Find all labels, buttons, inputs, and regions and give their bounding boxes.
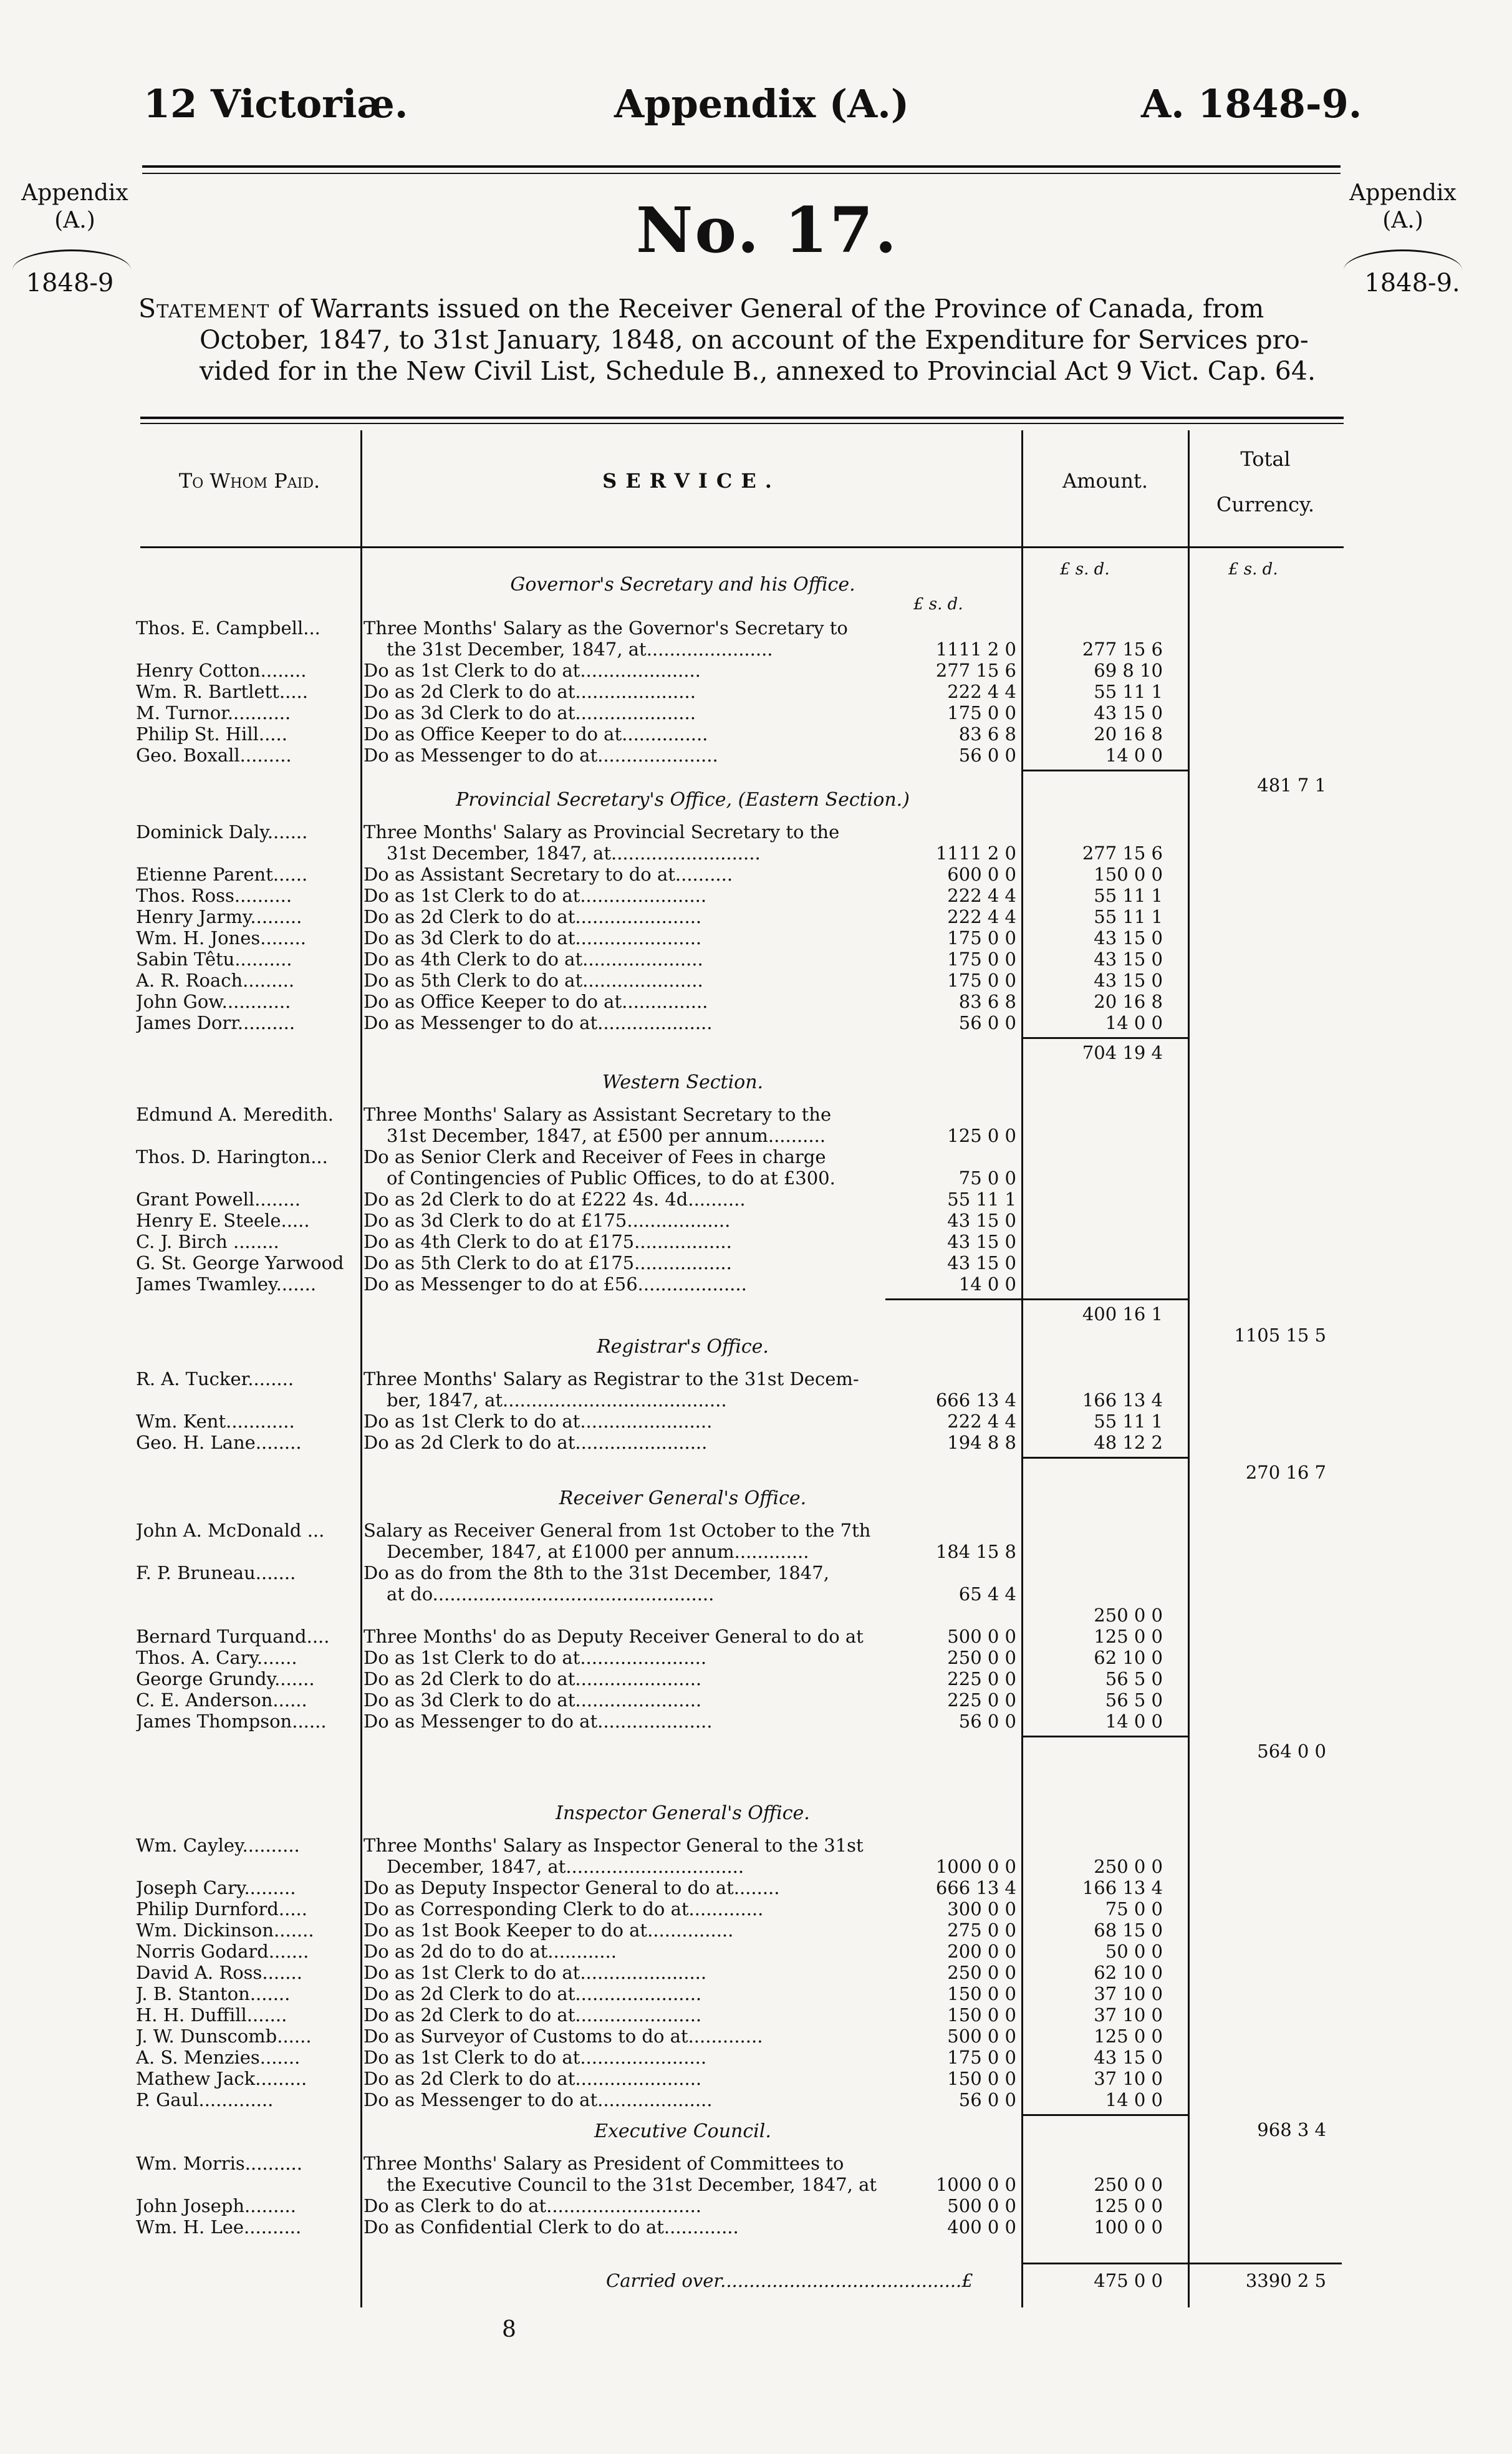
- amount-paid: 43 15 0: [1094, 927, 1163, 949]
- annual-rate: 125 0 0: [947, 1125, 1016, 1146]
- service-description: Do as 2d Clerk to do at.....................: [364, 681, 696, 702]
- amount-paid: 37 10 0: [1094, 1983, 1163, 2004]
- service-description: Do as Confidential Clerk to do at.............: [364, 2216, 739, 2238]
- payee-name: James Thompson......: [136, 1711, 327, 1732]
- amount-paid: 43 15 0: [1094, 2047, 1163, 2068]
- annual-rate: 75 0 0: [958, 1167, 1016, 1189]
- service-description: Do as 3d Clerk to do at......................: [364, 1689, 702, 1711]
- amount-paid: 277 15 6: [1082, 639, 1163, 660]
- annual-rate: 250 0 0: [947, 1647, 1016, 1668]
- amount-paid: 55 11 1: [1094, 681, 1163, 702]
- amount-paid: 43 15 0: [1094, 949, 1163, 970]
- service-description: Do as 1st Clerk to do at......................: [364, 885, 707, 906]
- amount-rule: [1023, 2114, 1188, 2116]
- annual-rate: 175 0 0: [947, 702, 1016, 723]
- payee-name: H. H. Duffill.......: [136, 2004, 287, 2026]
- amount-paid: 75 0 0: [1105, 1898, 1163, 1920]
- amount-paid: 48 12 2: [1094, 1432, 1163, 1453]
- carried-over-label: Carried over..........................................£: [606, 2270, 973, 2291]
- section-total: 481 7 1: [1257, 775, 1326, 796]
- payee-name: P. Gaul.............: [136, 2089, 274, 2110]
- service-description: Do as do from the 8th to the 31st December, 1847,: [364, 1562, 829, 1583]
- carried-over-amount: 475 0 0: [1094, 2270, 1163, 2291]
- section-title: Executive Council.: [594, 2120, 771, 2142]
- annual-rate: 56 0 0: [958, 1012, 1016, 1033]
- payee-name: M. Turnor...........: [136, 702, 291, 723]
- table-rule-top: [140, 417, 1344, 419]
- annual-rate: 175 0 0: [947, 927, 1016, 949]
- amount-paid: 250 0 0: [1094, 2174, 1163, 2195]
- payee-name: Mathew Jack.........: [136, 2068, 307, 2089]
- annual-rate: 43 15 0: [947, 1210, 1016, 1231]
- payee-name: Henry Jarmy.........: [136, 906, 302, 927]
- margin-year-right: 1848-9.: [1364, 269, 1460, 297]
- annual-rate: 1111 2 0: [935, 843, 1016, 864]
- service-description: Do as 3d Clerk to do at.....................: [364, 702, 696, 723]
- service-description: the Executive Council to the 31st December, 1847, at: [387, 2174, 877, 2195]
- payee-name: G. St. George Yarwood: [136, 1252, 344, 1273]
- service-description: December, 1847, at £1000 per annum.............: [387, 1541, 809, 1562]
- service-description: Do as 2d Clerk to do at......................: [364, 2004, 702, 2026]
- section-title: Western Section.: [602, 1071, 764, 1093]
- annual-rate: 200 0 0: [947, 1941, 1016, 1962]
- annual-rate: 600 0 0: [947, 864, 1016, 885]
- annual-rate: 666 13 4: [935, 1877, 1016, 1898]
- service-description: Do as 3d Clerk to do at......................: [364, 927, 702, 949]
- col-divider-3: [1188, 430, 1190, 2307]
- column-header-currency: Currency.: [1216, 493, 1315, 516]
- amount-paid: 20 16 8: [1094, 723, 1163, 745]
- payee-name: Geo. Boxall.........: [136, 745, 292, 766]
- amount-paid: 55 11 1: [1094, 906, 1163, 927]
- section-total: 1105 15 5: [1234, 1325, 1326, 1346]
- margin-brace-right: [1344, 249, 1462, 270]
- service-description: Do as Clerk to do at...........................: [364, 2195, 702, 2216]
- amount-paid: 166 13 4: [1082, 1389, 1163, 1411]
- annual-rate: 666 13 4: [935, 1389, 1016, 1411]
- section-title: Governor's Secretary and his Office.: [510, 574, 855, 596]
- annual-rate: 43 15 0: [947, 1231, 1016, 1252]
- payee-name: Wm. Cayley..........: [136, 1835, 300, 1856]
- payee-name: Wm. Morris..........: [136, 2153, 302, 2174]
- amount-rule: [1023, 770, 1188, 771]
- payee-name: Thos. D. Harington...: [136, 1146, 328, 1167]
- amount-paid: 62 10 0: [1094, 1962, 1163, 1983]
- annual-rate: 277 15 6: [935, 660, 1016, 681]
- annual-rate: 184 15 8: [935, 1541, 1016, 1562]
- service-description: Three Months' Salary as the Governor's Secretary to: [364, 617, 848, 639]
- service-description: Three Months' Salary as Registrar to the 31st Decem-: [364, 1368, 859, 1389]
- payee-name: C. J. Birch ........: [136, 1231, 279, 1252]
- annual-rate: 275 0 0: [947, 1920, 1016, 1941]
- section-title: Inspector General's Office.: [556, 1802, 810, 1824]
- amount-paid: 43 15 0: [1094, 970, 1163, 991]
- section-title: Receiver General's Office.: [559, 1487, 807, 1509]
- margin-note-left: Appendix (A.): [21, 180, 128, 233]
- service-description: Three Months' Salary as President of Committees to: [364, 2153, 844, 2174]
- total-lsd-header: £ s. d.: [1228, 560, 1278, 579]
- payee-name: Norris Godard.......: [136, 1941, 309, 1962]
- annual-rate: 83 6 8: [958, 723, 1016, 745]
- header-rule-bottom: [142, 173, 1341, 174]
- payee-name: Wm. Kent............: [136, 1411, 295, 1432]
- annual-rate: 225 0 0: [947, 1668, 1016, 1689]
- service-description: Do as 3d Clerk to do at £175..................: [364, 1210, 731, 1231]
- amount-paid: 37 10 0: [1094, 2068, 1163, 2089]
- column-header-service: SERVICE.: [602, 469, 781, 493]
- service-description: Do as Messenger to do at....................: [364, 1012, 713, 1033]
- payee-name: David A. Ross.......: [136, 1962, 302, 1983]
- payee-name: John A. McDonald ...: [136, 1520, 325, 1541]
- payee-name: Wm. R. Bartlett.....: [136, 681, 308, 702]
- payee-name: George Grundy.......: [136, 1668, 315, 1689]
- amount-paid: 125 0 0: [1094, 2026, 1163, 2047]
- amount-paid: 14 0 0: [1105, 2089, 1163, 2110]
- service-description: Do as 2d do to do at............: [364, 1941, 617, 1962]
- payee-name: Etienne Parent......: [136, 864, 308, 885]
- annual-rate: 222 4 4: [947, 906, 1016, 927]
- document-title: Statement of Warrants issued on the Receiver General of the Province of Canada, from October, 1847, to 31st January, 1848, on account of the Expenditure for Services pro- vided for in the New Civil List, Schedule B., annexed to Provincial Act 9 Vict. Cap. 64.: [138, 294, 1316, 386]
- amount-lsd-header: £ s. d.: [1060, 560, 1110, 579]
- section-title: Provincial Secretary's Office, (Eastern Section.): [456, 789, 910, 811]
- annual-rate: 43 15 0: [947, 1252, 1016, 1273]
- payee-name: Wm. Dickinson.......: [136, 1920, 314, 1941]
- annual-rate: 55 11 1: [947, 1189, 1016, 1210]
- annual-rate: 56 0 0: [958, 1711, 1016, 1732]
- table-rule-top-thin: [140, 423, 1344, 424]
- service-description: Do as 5th Clerk to do at.....................: [364, 970, 703, 991]
- service-description: Do as Assistant Secretary to do at..........: [364, 864, 733, 885]
- amount-paid: 56 5 0: [1105, 1689, 1163, 1711]
- amount-paid: 250 0 0: [1094, 1605, 1163, 1626]
- payee-name: Philip St. Hill.....: [136, 723, 287, 745]
- service-description: Do as 2d Clerk to do at......................: [364, 906, 702, 927]
- amount-paid: 68 15 0: [1094, 1920, 1163, 1941]
- section-title: Registrar's Office.: [597, 1336, 769, 1358]
- carried-over-total: 3390 2 5: [1245, 2270, 1326, 2291]
- payee-name: Wm. H. Lee..........: [136, 2216, 302, 2238]
- payee-name: Edmund A. Meredith.: [136, 1104, 334, 1125]
- header-left: 12 Victoriæ.: [143, 81, 408, 127]
- annual-rate: 175 0 0: [947, 949, 1016, 970]
- annual-rate: 300 0 0: [947, 1898, 1016, 1920]
- payee-name: Henry Cotton........: [136, 660, 307, 681]
- service-description: at do.................................................: [387, 1583, 715, 1605]
- amount-paid: 14 0 0: [1105, 745, 1163, 766]
- header-right: A. 1848-9.: [1141, 81, 1362, 127]
- amount-paid: 14 0 0: [1105, 1711, 1163, 1732]
- amount-paid: 277 15 6: [1082, 843, 1163, 864]
- payee-name: John Gow............: [136, 991, 291, 1012]
- amount-rule: [1023, 1298, 1188, 1300]
- amount-paid: 166 13 4: [1082, 1877, 1163, 1898]
- amount-paid: 150 0 0: [1094, 864, 1163, 885]
- annual-rate: 150 0 0: [947, 2068, 1016, 2089]
- annual-rate: 400 0 0: [947, 2216, 1016, 2238]
- service-description: Do as 1st Clerk to do at......................: [364, 1962, 707, 1983]
- service-description: Do as 2d Clerk to do at......................: [364, 1983, 702, 2004]
- annual-rate: 1111 2 0: [935, 639, 1016, 660]
- service-description: Do as 1st Book Keeper to do at...............: [364, 1920, 734, 1941]
- column-header-amount: Amount.: [1062, 469, 1148, 493]
- header-rule-top: [142, 165, 1341, 168]
- amount-paid: 55 11 1: [1094, 885, 1163, 906]
- payee-name: A. S. Menzies.......: [136, 2047, 301, 2068]
- margin-note-right: Appendix (A.): [1349, 180, 1457, 233]
- subtotal-rule: [1023, 1037, 1188, 1039]
- service-description: Do as 4th Clerk to do at £175.................: [364, 1231, 732, 1252]
- amount-paid: 125 0 0: [1094, 1626, 1163, 1647]
- section-total: 270 16 7: [1245, 1462, 1326, 1483]
- amount-rule: [1023, 1736, 1188, 1737]
- payee-name: Henry E. Steele.....: [136, 1210, 310, 1231]
- amount-paid: 50 0 0: [1105, 1941, 1163, 1962]
- payee-name: C. E. Anderson......: [136, 1689, 307, 1711]
- amount-paid: 55 11 1: [1094, 1411, 1163, 1432]
- annual-rate: 250 0 0: [947, 1962, 1016, 1983]
- amount-paid: 37 10 0: [1094, 2004, 1163, 2026]
- payee-name: F. P. Bruneau.......: [136, 1562, 296, 1583]
- amount-paid: 125 0 0: [1094, 2195, 1163, 2216]
- service-description: Do as Messenger to do at £56...................: [364, 1273, 747, 1295]
- service-description: Do as 1st Clerk to do at......................: [364, 1647, 707, 1668]
- payee-name: James Twamley.......: [136, 1273, 317, 1295]
- service-description: Three Months' do as Deputy Receiver General to do at: [364, 1626, 864, 1647]
- annual-rate: 65 4 4: [958, 1583, 1016, 1605]
- annual-rate: 500 0 0: [947, 1626, 1016, 1647]
- amount-paid: 62 10 0: [1094, 1647, 1163, 1668]
- subtotal-rule: [885, 1298, 1023, 1300]
- service-description: Do as 2d Clerk to do at.......................: [364, 1432, 708, 1453]
- service-description: Do as Office Keeper to do at...............: [364, 723, 708, 745]
- annual-rate: 500 0 0: [947, 2026, 1016, 2047]
- amount-paid: 43 15 0: [1094, 702, 1163, 723]
- payee-name: Joseph Cary.........: [136, 1877, 296, 1898]
- annual-rate: 225 0 0: [947, 1689, 1016, 1711]
- service-description: Do as Senior Clerk and Receiver of Fees in charge: [364, 1146, 826, 1167]
- annual-rate: 56 0 0: [958, 745, 1016, 766]
- column-header-total: Total: [1240, 447, 1291, 471]
- service-description: Do as 2d Clerk to do at......................: [364, 1668, 702, 1689]
- payee-name: Sabin Têtu..........: [136, 949, 292, 970]
- service-description: of Contingencies of Public Offices, to do at £300.: [387, 1167, 835, 1189]
- margin-brace-left: [12, 249, 131, 270]
- service-description: Do as 1st Clerk to do at.......................: [364, 1411, 713, 1432]
- payee-name: J. W. Dunscomb......: [136, 2026, 312, 2047]
- annual-rate: 150 0 0: [947, 1983, 1016, 2004]
- annual-rate: 1000 0 0: [935, 1856, 1016, 1877]
- amount-paid: 20 16 8: [1094, 991, 1163, 1012]
- annual-rate: 56 0 0: [958, 2089, 1016, 2110]
- service-description: Do as 2d Clerk to do at £222 4s. 4d..........: [364, 1189, 746, 1210]
- payee-name: J. B. Stanton.......: [136, 1983, 291, 2004]
- service-description: Do as 1st Clerk to do at......................: [364, 2047, 707, 2068]
- payee-name: Thos. A. Cary.......: [136, 1647, 297, 1668]
- amount-paid: 250 0 0: [1094, 1856, 1163, 1877]
- service-description: Do as Office Keeper to do at...............: [364, 991, 708, 1012]
- payee-name: Thos. E. Campbell...: [136, 617, 320, 639]
- service-description: Three Months' Salary as Provincial Secretary to the: [364, 821, 840, 843]
- payee-name: Geo. H. Lane........: [136, 1432, 302, 1453]
- annual-rate: 175 0 0: [947, 2047, 1016, 2068]
- service-description: the 31st December, 1847, at......................: [387, 639, 773, 660]
- annual-rate: 175 0 0: [947, 970, 1016, 991]
- section-total: 564 0 0: [1257, 1741, 1326, 1762]
- amount-paid: 100 0 0: [1094, 2216, 1163, 2238]
- service-description: Do as 1st Clerk to do at.....................: [364, 660, 701, 681]
- amount-rule: [1023, 1457, 1188, 1459]
- annual-rate: 222 4 4: [947, 885, 1016, 906]
- payee-name: Thos. Ross..........: [136, 885, 292, 906]
- payee-name: John Joseph.........: [136, 2195, 296, 2216]
- amount-paid: 56 5 0: [1105, 1668, 1163, 1689]
- annual-rate: 150 0 0: [947, 2004, 1016, 2026]
- amount-paid: 69 8 10: [1094, 660, 1163, 681]
- service-description: Do as Corresponding Clerk to do at.............: [364, 1898, 764, 1920]
- payee-name: R. A. Tucker........: [136, 1368, 294, 1389]
- section-subtotal: 400 16 1: [1082, 1303, 1163, 1325]
- service-description: Salary as Receiver General from 1st October to the 7th: [364, 1520, 871, 1541]
- payee-name: Dominick Daly.......: [136, 821, 308, 843]
- annual-rate: 83 6 8: [958, 991, 1016, 1012]
- annual-rate: 1000 0 0: [935, 2174, 1016, 2195]
- payee-name: James Dorr..........: [136, 1012, 296, 1033]
- service-description: Do as 2d Clerk to do at......................: [364, 2068, 702, 2089]
- payee-name: Wm. H. Jones........: [136, 927, 307, 949]
- page-number: 8: [502, 2317, 516, 2342]
- service-description: Three Months' Salary as Inspector General to the 31st: [364, 1835, 864, 1856]
- annual-rate: 222 4 4: [947, 681, 1016, 702]
- annual-rate: 14 0 0: [958, 1273, 1016, 1295]
- service-description: Do as Messenger to do at....................: [364, 2089, 713, 2110]
- table-header-rule: [140, 546, 1344, 548]
- service-description: Three Months' Salary as Assistant Secretary to the: [364, 1104, 832, 1125]
- service-description: Do as Messenger to do at....................: [364, 1711, 713, 1732]
- service-lsd-header: £ s. d.: [913, 595, 963, 614]
- margin-year-left: 1848-9: [26, 269, 114, 297]
- section-subtotal: 704 19 4: [1082, 1042, 1163, 1063]
- service-description: Do as Deputy Inspector General to do at........: [364, 1877, 780, 1898]
- service-description: December, 1847, at...............................: [387, 1856, 744, 1877]
- service-description: ber, 1847, at.......................................: [387, 1389, 727, 1411]
- payee-name: Bernard Turquand....: [136, 1626, 330, 1647]
- annual-rate: 222 4 4: [947, 1411, 1016, 1432]
- header-center: Appendix (A.): [614, 81, 910, 127]
- annual-rate: 194 8 8: [947, 1432, 1016, 1453]
- service-description: Do as Messenger to do at.....................: [364, 745, 718, 766]
- section-total: 968 3 4: [1257, 2119, 1326, 2140]
- service-description: 31st December, 1847, at..........................: [387, 843, 761, 864]
- service-description: Do as 4th Clerk to do at.....................: [364, 949, 703, 970]
- service-description: Do as 5th Clerk to do at £175.................: [364, 1252, 732, 1273]
- service-description: Do as Surveyor of Customs to do at.............: [364, 2026, 763, 2047]
- amount-paid: 14 0 0: [1105, 1012, 1163, 1033]
- payee-name: A. R. Roach.........: [136, 970, 295, 991]
- payee-name: Grant Powell........: [136, 1189, 301, 1210]
- document-number: No. 17.: [636, 193, 898, 267]
- carried-rule: [1023, 2263, 1342, 2264]
- annual-rate: 500 0 0: [947, 2195, 1016, 2216]
- service-description: 31st December, 1847, at £500 per annum..........: [387, 1125, 826, 1146]
- payee-name: Philip Durnford.....: [136, 1898, 307, 1920]
- column-header-to-whom-paid: To Whom Paid.: [178, 469, 320, 493]
